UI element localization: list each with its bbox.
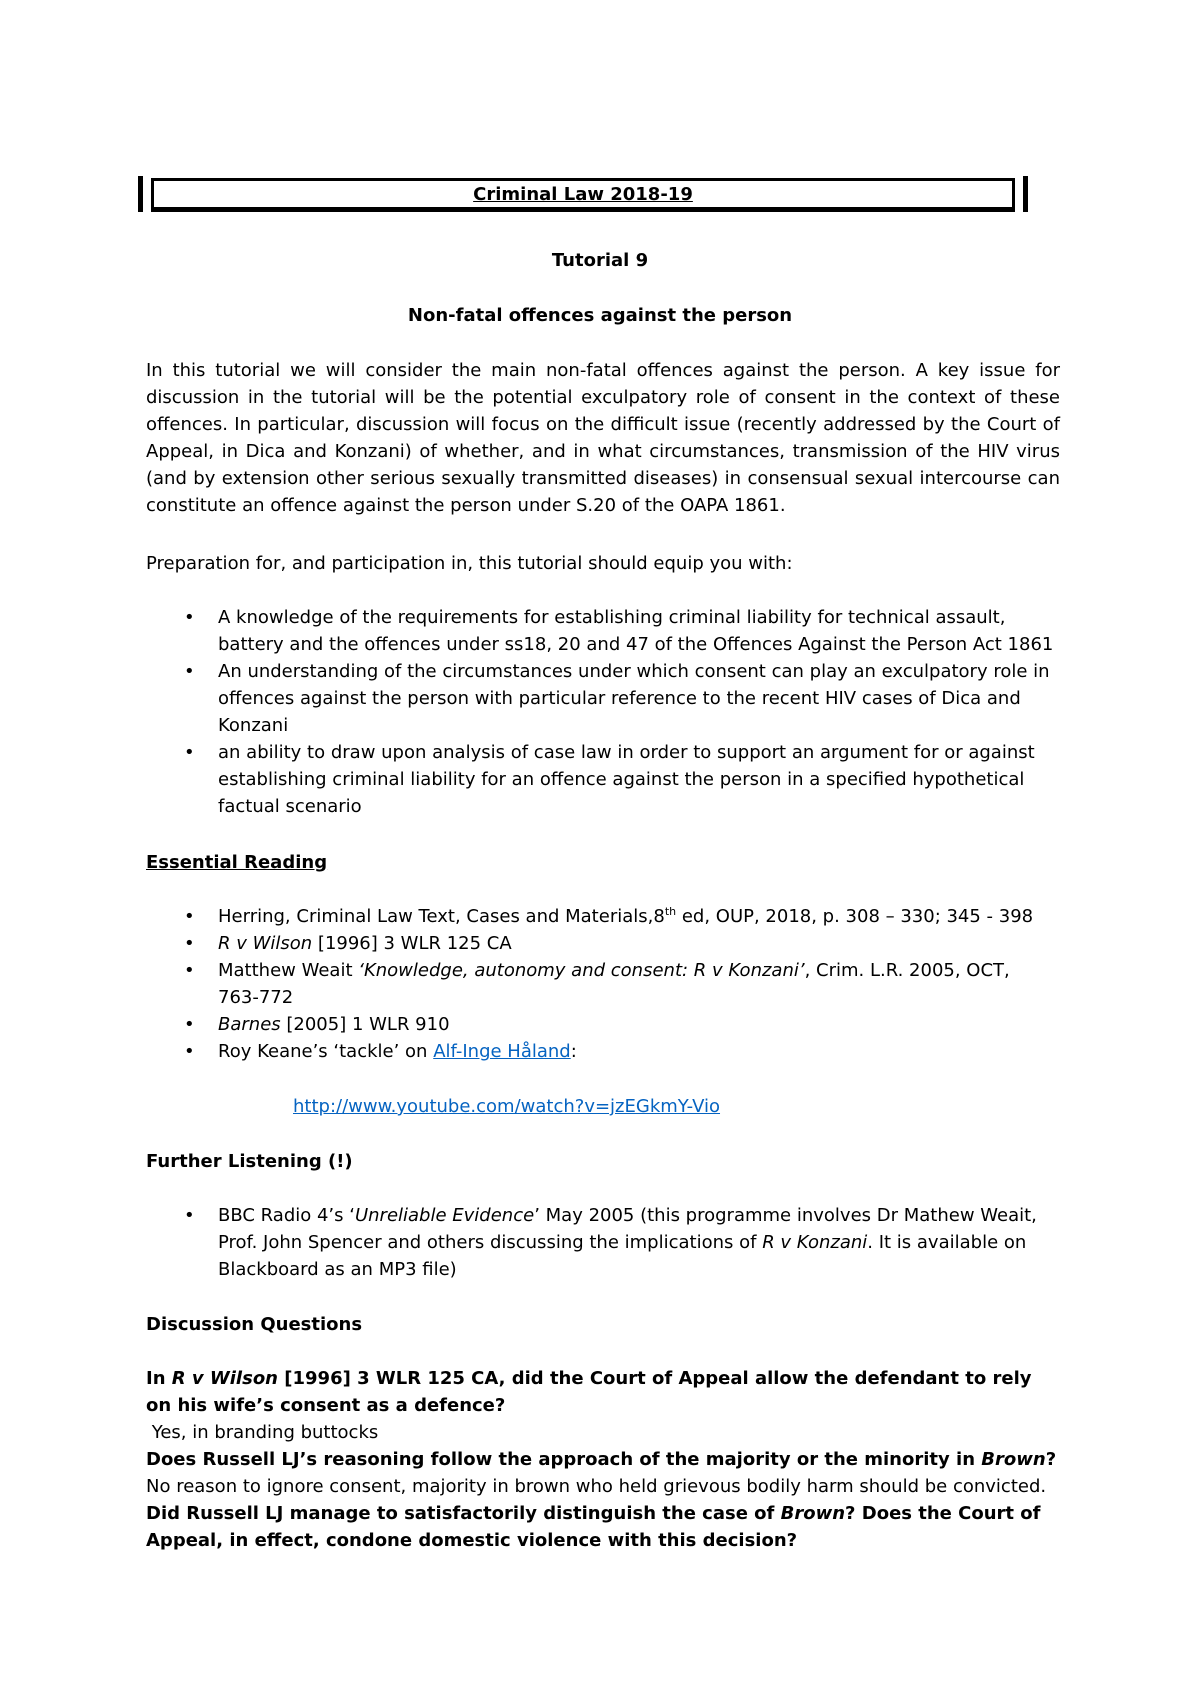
reading-item: • Matthew Weait ‘Knowledge, autonomy and consent: R v Konzani’, Crim. L.R. 2005, OCT, 763-772 [176,957,1056,1011]
outcome-item: • A knowledge of the requirements for establishing criminal liability for technical assault, battery and the offences under ss18, 20 and 47 of the Offences Against the Person Act 1861 [176,604,1056,658]
reading-item: • Barnes [2005] 1 WLR 910 [176,1011,1056,1038]
youtube-link[interactable]: http://www.youtube.com/watch?v=jzEGkmY-Vio [293,1096,721,1117]
header-box [138,176,1028,212]
header-frame [151,178,1015,212]
video-url-line [293,1093,720,1120]
discussion-heading: Discussion Questions [146,1314,363,1335]
reading-list [176,903,1056,1065]
outcome-item: • An understanding of the circumstances under which consent can play an exculpatory role in offences against the person with particular reference to the recent HIV cases of Dica and Konzani [176,658,1056,739]
essential-reading-heading: Essential Reading [146,852,328,873]
tutorial-number: Tutorial 9 [551,250,649,271]
tutorial-topic: Non-fatal offences against the person [407,305,793,326]
listening-item: • BBC Radio 4’s ‘Unreliable Evidence’ May 2005 (this programme involves Dr Mathew Weait, Prof. John Spencer and others discussing the implications of R v Konzani. It is available on Blackboard as an MP3 file) [176,1202,1056,1283]
outcome-item: • an ability to draw upon analysis of case law in order to support an argument for or against establishing criminal liability for an offence against the person in a specified hypothetical factual scenario [176,739,1056,820]
outcomes-list [176,604,1056,820]
question-2: Does Russell LJ’s reasoning follow the approach of the majority or the minority in Brown? [146,1449,1057,1470]
alf-inge-haland-link[interactable]: Alf-Inge Håland [433,1041,571,1062]
further-listening-heading: Further Listening (!) [146,1151,353,1172]
reading-item: • Herring, Criminal Law Text, Cases and Materials,8th ed, OUP, 2018, p. 308 – 330; 345 - 398 [176,903,1056,930]
question-1: In R v Wilson [1996] 3 WLR 125 CA, did the Court of Appeal allow the defendant to rely on his wife’s consent as a defence? [146,1368,1032,1416]
preparation-lead: Preparation for, and participation in, this tutorial should equip you with: [146,553,793,574]
course-title: Criminal Law 2018-19 [473,183,693,205]
answer-2: No reason to ignore consent, majority in brown who held grievous bodily harm should be convicted. [146,1476,1047,1497]
reading-item: • R v Wilson [1996] 3 WLR 125 CA [176,930,1056,957]
question-3: Did Russell LJ manage to satisfactorily distinguish the case of Brown? Does the Court of Appeal, in effect, condone domestic violence with this decision? [146,1503,1041,1551]
discussion-body [146,1365,1060,1554]
answer-1: Yes, in branding buttocks [146,1422,379,1443]
reading-item: • Roy Keane’s ‘tackle’ on Alf-Inge Håland: [176,1038,1056,1065]
listening-list [176,1202,1056,1283]
intro-paragraph: In this tutorial we will consider the main non-fatal offences against the person. A key issue for discussion in the tutorial will be the potential exculpatory role of consent in the context of these offences. In particular, discussion will focus on the difficult issue (recently addressed by the Court of Appeal, in Dica and Konzani) of whether, and in what circumstances, transmission of the HIV virus (and by extension other serious sexually transmitted diseases) in consensual sexual intercourse can constitute an offence against the person under S.20 of the OAPA 1861. [146,360,1060,516]
